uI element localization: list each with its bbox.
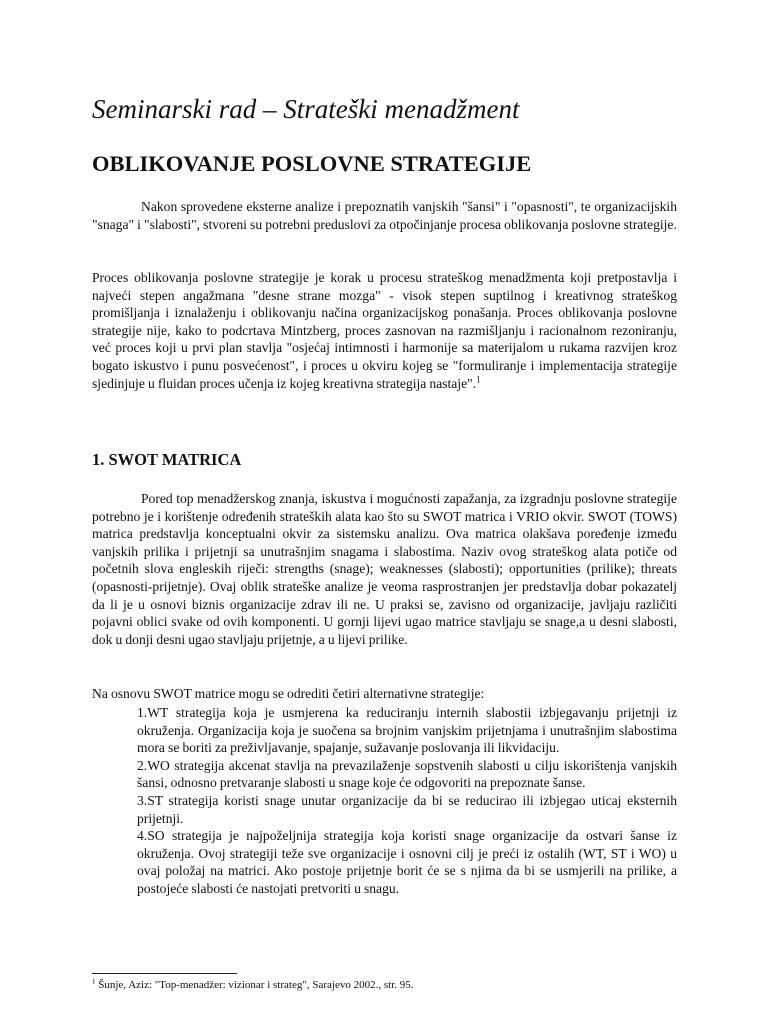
document-title: Seminarski rad – Strateški menadžment	[92, 94, 520, 124]
strategy-item-wo: 2.WO strategija akcenat stavlja na prevazilaženje sopstvenih slabosti u cilju iskorištenja vanjskih šansi, odnosno pretvaranje slabosti u snage koje će odgovoriti na prepoznate šanse.	[137, 757, 677, 791]
footnote-reference: 1	[476, 374, 481, 385]
strategies-intro: Na osnovu SWOT matrice mogu se odrediti četiri alternativne strategije:	[92, 686, 485, 701]
strategies-list	[137, 704, 677, 898]
document-heading: OBLIKOVANJE POSLOVNE STRATEGIJE	[92, 151, 532, 176]
footnote	[92, 978, 413, 992]
footnote-text: Šunje, Aziz: "Top-menadžer: vizionar i strateg", Sarajevo 2002., str. 95.	[95, 979, 414, 991]
process-paragraph	[92, 269, 677, 392]
footnote-number: 1	[92, 977, 96, 986]
strategy-item-so: 4.SO strategija je najpoželjnija strategija koja koristi snage organizacije da ostvari šanse iz okruženja. Ovoj strategiji teže sve organizacije i osnovni cilj je preći iz ostalih (WT, ST i WO) u ovaj položaj na matrici. Ako postoje prijetnje borit će se s njima da bi se usmjerili na prilike, a postojeće slabosti će nastojati pretvoriti u snagu.	[137, 828, 677, 896]
intro-paragraph: Nakon sprovedene eksterne analize i prepoznatih vanjskih "šansi" i "opasnosti", te organizacijskih "snaga" i "slabosti", stvoreni su potrebni preduslovi za otpočinjanje procesa oblikovanja poslovne strategije.	[92, 199, 677, 232]
strategy-item-st: 3.ST strategija koristi snage unutar organizacije da bi se reducirao ili izbjegao uticaj eksternih prijetnji.	[137, 792, 677, 826]
footnote-separator	[92, 973, 237, 974]
strategy-item-wt: 1.WT strategija koja je usmjerena ka reduciranju internih slabostii izbjegavanju prijetnji iz okruženja. Organizacija koja je suočena sa brojnim vanjskim prijetnjama i unutrašnjim slabostima mora se boriti za preživljavanje, spajanje, sužavanje poslovanja ili likvidaciju.	[137, 705, 677, 756]
document-page	[92, 0, 677, 1024]
section-heading-swot: 1. SWOT MATRICA	[92, 450, 242, 469]
swot-paragraph: Pored top menadžerskog znanja, iskustva i mogućnosti zapažanja, za izgradnju poslovne strategije potrebno je i korištenje određenih strateških alata kao što su SWOT matrica i VRIO okvir. SWOT (TOWS) matrica predstavlja konceptualni okvir za sistemsku analizu. Ova matrica olakšava poređenje između vanjskih prilika i prijetnji sa unutrašnjim snagama i slabostima. Naziv ovog strateškog alata potiče od početnih slova engleskih riječi: strengths (snage); weaknesses (slabosti); opportunities (prilike); threats (opasnosti-prijetnje). Ovaj oblik strateške analize je veoma rasprostranjen jer predstavlja dobar pokazatelj da li je u osnovi biznis organizacije zdrav ili ne. U praksi se, zavisno od organizacije, javljaju različiti pojavni oblici svake od ovih komponenti. U gornji lijevi ugao matrice stavljaju se snage,a u desni slabosti, dok u donji desni ugao stavljaju prijetnje, a u lijevi prilike.	[92, 491, 677, 647]
process-paragraph-text: Proces oblikovanja poslovne strategije je korak u procesu strateškog menadžmenta koji pretpostavlja i najveći stepen angažmana "desne strane mozga" - visok stepen suptilnog i kreativnog strateškog promišljanja i iznalaženju i oblikovanju načina organizacijskog ponašanja. Proces oblikovanja poslovne strategije nije, kako to podcrtava Mintzberg, proces zasnovan na razmišljanju i racionalnom rezoniranju, već proces koji u prvi plan stavlja "osjećaj intimnosti i harmonije sa materijalom u rukama razvijen kroz bogato iskustvo i punu posvećenost", i proces u okviru kojeg se "formuliranje i implementacija strategije sjedinjuje u fluidan proces učenja iz kojeg kreativna strategija nastaje".	[92, 270, 677, 391]
